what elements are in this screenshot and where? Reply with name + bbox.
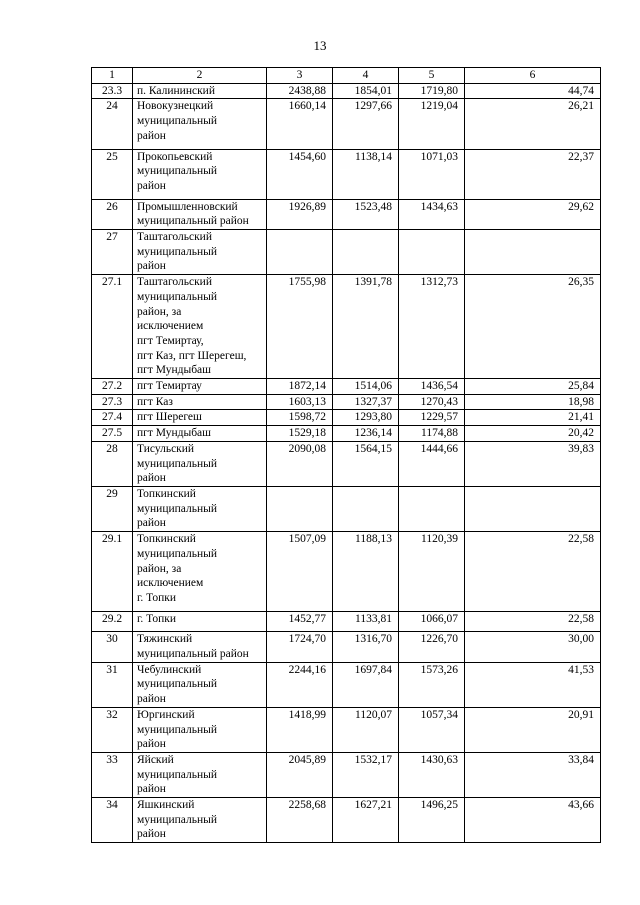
value-cell-col6: 22,37 [465,149,601,199]
territory-name-line: пгт Темиртау [137,380,202,393]
row-number-cell: 29.1 [92,532,133,612]
territory-name-line: муниципальный [137,457,218,470]
territory-name-line: муниципальный [137,768,218,781]
territory-name-line: пгт Мундыбаш [137,427,212,440]
row-number-cell: 33 [92,752,133,797]
header-cell-3: 3 [267,68,333,84]
territory-name-line: муниципальный [137,723,218,736]
table-row [92,394,601,410]
territory-name-cell [133,83,267,99]
territory-name-line: район [137,738,166,751]
territory-name-cell [133,752,267,797]
territory-name-line: Таштагольский [137,231,212,244]
value-cell-col5: 1270,43 [399,394,465,410]
territory-name-line: Яшкинский [137,799,195,812]
territory-name-cell [133,611,267,632]
value-cell-col3: 2438,88 [267,83,333,99]
value-cell-col5: 1436,54 [399,379,465,395]
value-cell-col6 [465,230,601,275]
value-cell-col4: 1523,48 [333,199,399,229]
row-number-cell: 27.2 [92,379,133,395]
value-cell-col6 [465,486,601,531]
table-row [92,798,601,843]
territory-name-line: муниципальный [137,678,218,691]
row-number-cell: 30 [92,632,133,662]
value-cell-col5: 1444,66 [399,441,465,486]
table-row [92,83,601,99]
territory-name-line: пгт Мундыбаш [137,364,212,377]
value-cell-col6: 44,74 [465,83,601,99]
value-cell-col6: 18,98 [465,394,601,410]
territory-name-line: район [137,693,166,706]
territory-name-cell [133,426,267,442]
value-cell-col6: 29,62 [465,199,601,229]
territory-name-line: муниципальный [137,547,218,560]
territory-name-line: исключением [137,320,204,333]
value-cell-col4: 1532,17 [333,752,399,797]
value-cell-col4: 1236,14 [333,426,399,442]
row-number-cell: 31 [92,662,133,707]
territory-name-cell [133,662,267,707]
row-number-cell: 27.3 [92,394,133,410]
value-cell-col4: 1120,07 [333,707,399,752]
table-row [92,632,601,662]
value-cell-col6: 26,21 [465,99,601,149]
table-row [92,662,601,707]
territory-name-line: район [137,179,166,192]
value-cell-col4: 1391,78 [333,275,399,379]
value-cell-col5: 1120,39 [399,532,465,612]
value-cell-col5: 1071,03 [399,149,465,199]
row-number-cell: 23.3 [92,83,133,99]
territory-name-cell [133,798,267,843]
value-cell-col5: 1229,57 [399,410,465,426]
value-cell-col3: 1603,13 [267,394,333,410]
value-cell-col3: 2045,89 [267,752,333,797]
header-cell-4: 4 [333,68,399,84]
value-cell-col3: 1598,72 [267,410,333,426]
row-number-cell: 27.5 [92,426,133,442]
value-cell-col5: 1226,70 [399,632,465,662]
value-cell-col4: 1564,15 [333,441,399,486]
value-cell-col4 [333,486,399,531]
row-number-cell: 29 [92,486,133,531]
territory-name-line: муниципальный [137,290,218,303]
value-cell-col4 [333,230,399,275]
value-cell-col3 [267,486,333,531]
territory-name-line: г. Топки [137,591,176,604]
row-number-cell: 32 [92,707,133,752]
value-cell-col4: 1514,06 [333,379,399,395]
value-cell-col4: 1327,37 [333,394,399,410]
table-body [92,83,601,842]
value-cell-col4: 1133,81 [333,611,399,632]
territory-name-line: муниципальный район [137,648,249,661]
value-cell-col6: 20,42 [465,426,601,442]
value-cell-col6: 41,53 [465,662,601,707]
header-row [92,68,601,84]
value-cell-col3: 2090,08 [267,441,333,486]
header-cell-6: 6 [465,68,601,84]
territory-name-line: Тяжинский [137,633,193,646]
territory-name-line: Яйский [137,753,174,766]
value-cell-col3: 1872,14 [267,379,333,395]
territory-name-line: пгт Шерегеш [137,411,202,424]
table-row [92,441,601,486]
territory-name-line: муниципальный [137,165,218,178]
territory-name-line: муниципальный [137,245,218,258]
value-cell-col5: 1174,88 [399,426,465,442]
table-row [92,532,601,612]
territory-name-line: район [137,472,166,485]
value-cell-col6: 30,00 [465,632,601,662]
territory-name-line: район [137,260,166,273]
value-cell-col6: 39,83 [465,441,601,486]
header-cell-5: 5 [399,68,465,84]
value-cell-col4: 1293,80 [333,410,399,426]
row-number-cell: 27.1 [92,275,133,379]
value-cell-col3: 1926,89 [267,199,333,229]
value-cell-col3: 1452,77 [267,611,333,632]
territory-name-line: район [137,828,166,841]
territory-name-line: район [137,517,166,530]
value-cell-col3 [267,230,333,275]
table-row [92,275,601,379]
territory-name-line: Новокузнецкий [137,100,214,113]
value-cell-col3: 2258,68 [267,798,333,843]
value-cell-col4: 1138,14 [333,149,399,199]
value-cell-col5: 1057,34 [399,707,465,752]
row-number-cell: 28 [92,441,133,486]
territory-name-line: район, за [137,562,182,575]
territory-name-cell [133,394,267,410]
value-cell-col4: 1316,70 [333,632,399,662]
row-number-cell: 27.4 [92,410,133,426]
value-cell-col3: 1454,60 [267,149,333,199]
value-cell-col6: 25,84 [465,379,601,395]
value-cell-col6: 20,91 [465,707,601,752]
value-cell-col4: 1627,21 [333,798,399,843]
row-number-cell: 25 [92,149,133,199]
territory-name-cell [133,532,267,612]
territory-name-line: район [137,783,166,796]
value-cell-col5: 1573,26 [399,662,465,707]
territory-name-line: исключением [137,577,204,590]
row-number-cell: 29.2 [92,611,133,632]
table-row [92,149,601,199]
table-row [92,426,601,442]
value-cell-col6: 22,58 [465,611,601,632]
territory-name-line: пгт Каз [137,395,173,408]
tariff-table [91,67,601,843]
table-row [92,379,601,395]
table-row [92,199,601,229]
territory-name-line: Чебулинский [137,663,202,676]
value-cell-col5: 1434,63 [399,199,465,229]
table-row [92,410,601,426]
value-cell-col5: 1312,73 [399,275,465,379]
territory-name-line: муниципальный [137,813,218,826]
territory-name-line: п. Калининский [137,84,215,97]
table-row [92,752,601,797]
territory-name-cell [133,410,267,426]
value-cell-col5: 1430,63 [399,752,465,797]
value-cell-col6: 26,35 [465,275,601,379]
value-cell-col4: 1854,01 [333,83,399,99]
row-number-cell: 27 [92,230,133,275]
territory-name-cell [133,230,267,275]
territory-name-line: Прокопьевский [137,150,213,163]
row-number-cell: 34 [92,798,133,843]
value-cell-col5: 1066,07 [399,611,465,632]
territory-name-cell [133,379,267,395]
table-row [92,707,601,752]
value-cell-col3: 1507,09 [267,532,333,612]
header-cell-1: 1 [92,68,133,84]
territory-name-cell [133,486,267,531]
territory-name-cell [133,149,267,199]
territory-name-line: район, за [137,305,182,318]
value-cell-col3: 1724,70 [267,632,333,662]
territory-name-cell [133,707,267,752]
territory-name-cell [133,99,267,149]
value-cell-col6: 21,41 [465,410,601,426]
territory-name-line: Промышленновский [137,200,238,213]
territory-name-line: Таштагольский [137,276,212,289]
territory-name-cell [133,632,267,662]
value-cell-col6: 43,66 [465,798,601,843]
territory-name-cell [133,199,267,229]
table-row [92,230,601,275]
value-cell-col3: 1660,14 [267,99,333,149]
value-cell-col6: 33,84 [465,752,601,797]
value-cell-col5: 1719,80 [399,83,465,99]
territory-name-line: г. Топки [137,612,176,625]
territory-name-line: муниципальный [137,502,218,515]
value-cell-col5: 1496,25 [399,798,465,843]
value-cell-col5 [399,230,465,275]
territory-name-line: муниципальный район [137,215,249,228]
value-cell-col4: 1297,66 [333,99,399,149]
territory-name-line: Топкинский [137,487,196,500]
row-number-cell: 26 [92,199,133,229]
value-cell-col5: 1219,04 [399,99,465,149]
table-row [92,611,601,632]
table-row [92,99,601,149]
territory-name-line: Юргинский [137,708,195,721]
territory-name-line: муниципальный [137,115,218,128]
value-cell-col6: 22,58 [465,532,601,612]
value-cell-col4: 1697,84 [333,662,399,707]
value-cell-col4: 1188,13 [333,532,399,612]
value-cell-col3: 2244,16 [267,662,333,707]
territory-name-line: Топкинский [137,533,196,546]
value-cell-col3: 1755,98 [267,275,333,379]
row-number-cell: 24 [92,99,133,149]
territory-name-line: пгт Темиртау, [137,334,204,347]
territory-name-cell [133,275,267,379]
territory-name-line: пгт Каз, пгт Шерегеш, [137,349,247,362]
table-row [92,486,601,531]
territory-name-line: Тисульский [137,442,195,455]
header-cell-2: 2 [133,68,267,84]
value-cell-col3: 1529,18 [267,426,333,442]
page-number: 13 [313,38,327,53]
value-cell-col5 [399,486,465,531]
value-cell-col3: 1418,99 [267,707,333,752]
territory-name-line: район [137,129,166,142]
territory-name-cell [133,441,267,486]
